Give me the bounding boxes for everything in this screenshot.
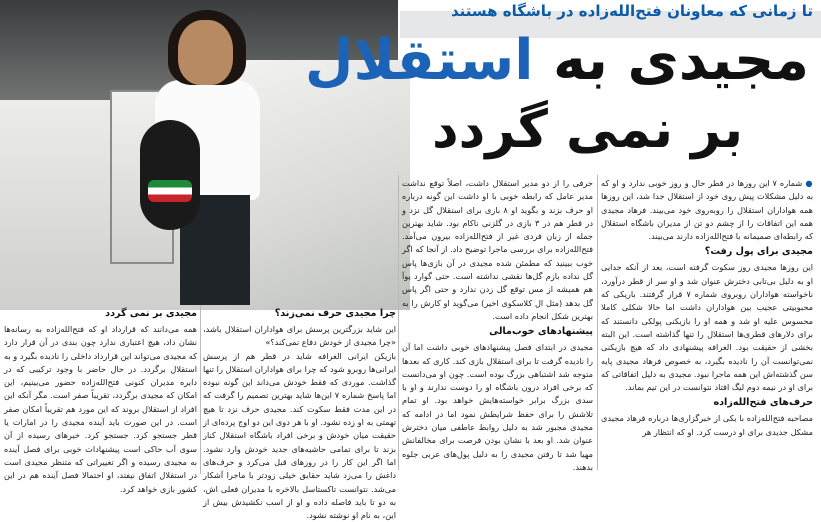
paragraph: بازیکن ایرانی الغرافه شاید در قطر هم از پرسش ایرانی‌ها روبرو شود که چرا برای هواداران استقلال را تنها گذاشت. موردی که فقط خودش می‌داند این گونه نبوده اما پاسخ شماره ۷ این‌ها شاید بهترین تصمیم را گرفت که در این مدت فقط سکوت کند. مجیدی حرف نزد تا هیچ تهمتی به او زده نشود. او با هر دوی این دو اوج پرده‌ای از حقیقت میان خودش و برخی افراد باشگاه استقلال کنار بزند تا برای تمامی حاشیه‌های جدید خودش وارد نشود. اما اگر این کار را در روزهای قبل می‌کرد و حرف‌های داغش را می‌زد شاید حقایق خیلی زودتر با ماجرا آشکار می‌شد. نتوانست تاکستاسل بالاخره با مدیران فعلی اش، به دو تا باید فاصله داده و او از اسب نکشیدش بیش از این، به نام او نوشته نشود. [203,350,397,521]
article-column-middle [402,177,593,474]
subheading: مجیدی برای پول رفت؟ [704,246,813,258]
article-column-right [601,177,813,474]
paragraph: همه می‌دانند که قرارداد او که فتح‌الله‌زاده به رسانه‌ها نشان داد، هیچ اعتباری ندارد چون بندی در آن قرار دارد که مجیدی می‌تواند این قرارداد داخلی را نادیده بگیرد و به استقلال برگردد. در حال حاضر با وجود ترکیبی که در دایره مدیران کنونی فتح‌الله‌زاده حضور می‌بینیم، این امکان که مجیدی برگردد، تقریباً صفر است. مگر آنکه این افراد از استقلال بروند که این مورد هم تقریباً امکان صفر است. در این صورت باید آینده مجیدی را در امارات یا قطر جستجو کرد. جستجو کرد. خبرهای رسیده از آن سوی آب حاکی است پیشنهادات خوبی برای فصل آینده به مجیدی رسیده و اگر تغییراتی که متنظر مجیدی است در استقلال اتفاق نیفتد، او احتمالا فصل آینده هم در این کشور بازی خواهد کرد. [4,324,197,494]
kicker-text: تا زمانی که معاونان فتح‌الله‌زاده در باشگاه هستند [451,2,813,20]
column-divider [398,175,399,470]
paragraph: مصاحبه فتح‌الله‌زاده با یکی از خبرگزاری‌ها درباره فرهاد مجیدی مشکل جدیدی برای او درست کرد. او که انتظار هر [601,413,813,437]
subheading: مجیدی بر نمی گردد [105,308,197,319]
player-figure [150,10,260,300]
subheading: پیشنهادهای خوب‌مالی [489,326,593,338]
column-divider [200,305,201,474]
bullet-icon: ● [805,178,813,188]
article-column-4 [4,305,197,494]
intro-paragraph: شماره ۷ این روزها در قطر حال و روز خوبی ندارد و او که به دلیل مشکلات پیش روی خود از استقلال جدا شد، این روزها همه هواداران استقلال را روبه‌روی خود می‌بیند. فرهاد مجیدی همه این اتفاقات را از چشم دو تن از مدیران باشگاه استقلال که رابطه‌ای صمیمانه با فتح‌الله‌زاده دارند می‌بیند. [601,178,813,242]
sports-bag [140,120,200,230]
subheading: حرف‌های فتح‌الله‌زاده [713,397,813,409]
paragraph: مجیدی در ابتدای فصل پیشنهادهای خوبی داشت اما آن را نادیده گرفت تا برای استقلال بازی کند. کاری که بعدها متوجه شد اشتباهی بزرگ بوده است. چون او می‌دانست که برخی افراد درون باشگاه او را دوست ندارند و او با سدی بزرگ برابر خواسته‌هایش خواهد بود. او تمام تلاشش را برای حفظ شرایطش نمود اما در ادامه که مجیدی مجبور شد به دلیل روابط عاطفی میان دخترش عنوان شد. او بعد با نشان بودن فرصت برای مخالفانش مهیا شد تا رفتن مجیدی را به دلیل پول‌های عربی جلوه بدهند. [402,342,593,472]
column-divider [597,175,598,470]
headline-part-black: مجیدی به [552,28,809,93]
subheading: چرا مجیدی حرف نمی‌زند؟ [274,308,396,319]
paragraph: حرفی را از دو مدیر استقلال داشت، اصلاً توقع نداشت مدیر عامل که رابطه خوبی با او داشت این گونه درباره او حرف بزند و بگوید او ۸ بازی برای استقلال گل نزد و در قطر هم در ۳ بازی در گلزنی ناکام بود. شاید بهترین جمله از زبان فردی غیر از فتح‌الله‌زاده بیرون می‌آمد. فتح‌الله‌زاده برای بررسی ماجرا توضیح داد. از آنجا که اگر خوب ببینید که مطمئن شده مجیدی در آن بازی‌ها پاس گل نداده بازم گل‌ها نقشی نداشته است. حتی گوارد یوآ هم همیشه از مس توقع گل زدن ندارد و حتی اگر پاس گل بدهد (مثل ال کلاسکوی اخیر) می‌گوید او کارش را به بهترین شکل انجام داده است. [402,178,594,321]
paragraph: این شاید بزرگترین پرسش برای هواداران استقلال باشد، «چرا مجیدی از خودش دفاع نمی‌کند؟» [203,324,396,348]
headline-line-2: بر نمی گردد [431,100,743,160]
headline-line-1 [305,28,809,93]
headline-part-blue: استقلال [304,28,534,93]
paragraph: این روزها مجیدی روز سکوت گرفته است، بعد از آنکه جدایی او به دلیل بی‌تابی دخترش عنوان شد و او سر از قطر درآورد، ناخواسته هواداران روبروی شماره ۷ قرار گرفتند. باریکی که محبوبیتی عجیب بین هواداران داشت اما حالا شکلی کاملا محسوس علیه او شد و همه او را بازیکنی پولکی دانستند که برای دلارهای قطری‌ها استقلال را تنها گذاشته است. این البته بخشی از حقیقت بود. الغرافه پیشنهادی داد که هیچ بازیکنی نمی‌توانست آن را نادیده بگیرد، به خصوص فرهاد مجیدی پایه سن گذشته‌اش این همه ماجرا نبود. مجیدی به دلیل اتفاقاتی که برای او در نیمه دوم لیگ افتاد نتوانست در این تیم بماند. [601,262,813,393]
article-column-3 [203,305,397,521]
